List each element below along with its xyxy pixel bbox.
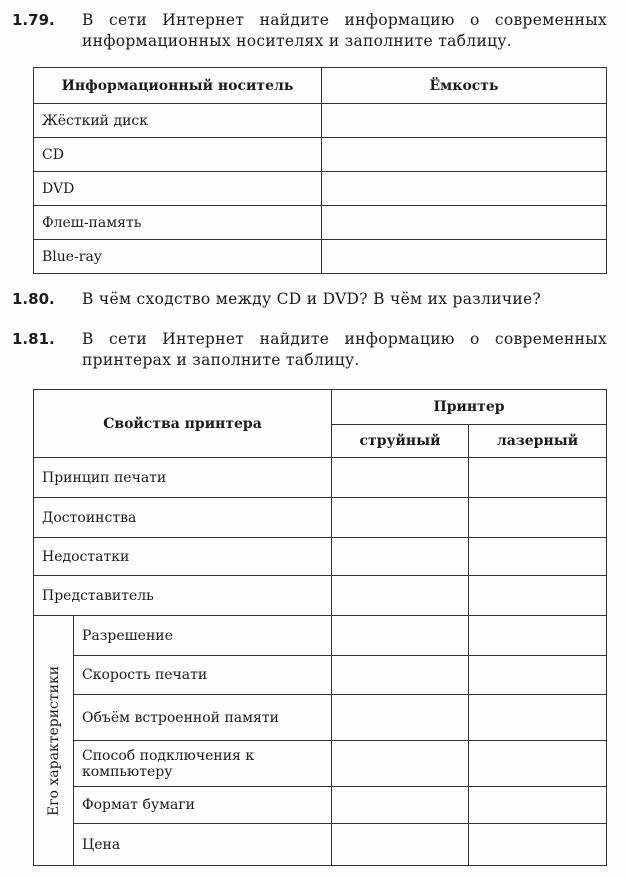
row-label: Способ подключения к компьютеру (74, 741, 332, 787)
answer-cell[interactable] (332, 824, 469, 866)
task-text: В сети Интернет найдите информацию о современных принтерах и заполните таблицу. (82, 330, 607, 369)
answer-cell[interactable] (469, 538, 607, 576)
answer-cell[interactable] (322, 104, 607, 138)
answer-cell[interactable] (332, 576, 469, 616)
task-text: В чём сходство между CD и DVD? В чём их различие? (82, 290, 542, 308)
answer-cell[interactable] (332, 741, 469, 787)
group-label-cell (34, 616, 74, 866)
header-printer: Принтер (332, 390, 607, 425)
answer-cell[interactable] (332, 616, 469, 656)
answer-cell[interactable] (469, 741, 607, 787)
row-label: Разрешение (74, 616, 332, 656)
table-row (34, 616, 607, 656)
row-label: Blue-ray (34, 240, 322, 274)
answer-cell[interactable] (322, 138, 607, 172)
row-label: Принцип печати (34, 458, 332, 498)
row-label: Цена (74, 824, 332, 866)
task-1-79 (12, 10, 607, 52)
table-row (34, 206, 607, 240)
table-row (34, 172, 607, 206)
answer-cell[interactable] (469, 787, 607, 824)
table-row (34, 104, 607, 138)
table-row (34, 458, 607, 498)
row-label: Формат бумаги (74, 787, 332, 824)
table-row (34, 240, 607, 274)
header-laser: лазерный (469, 425, 607, 458)
header-inkjet: струйный (332, 425, 469, 458)
answer-cell[interactable] (332, 695, 469, 741)
answer-cell[interactable] (332, 656, 469, 695)
row-label: Достоинства (34, 498, 332, 538)
row-label: Флеш-память (34, 206, 322, 240)
task-text: В сети Интернет найдите информацию о современных информационных носителях и заполните таблицу. (82, 11, 607, 50)
row-label: CD (34, 138, 322, 172)
header-media: Информационный носитель (34, 68, 322, 104)
table-row (34, 576, 607, 616)
answer-cell[interactable] (332, 787, 469, 824)
row-label: DVD (34, 172, 322, 206)
task-number: 1.79. (12, 11, 55, 29)
task-1-81 (12, 329, 607, 371)
task-number: 1.80. (12, 290, 55, 308)
table-row (34, 824, 607, 866)
answer-cell[interactable] (469, 824, 607, 866)
header-capacity: Ёмкость (322, 68, 607, 104)
row-label: Объём встроенной памяти (74, 695, 332, 741)
row-label: Жёсткий диск (34, 104, 322, 138)
answer-cell[interactable] (469, 576, 607, 616)
answer-cell[interactable] (332, 538, 469, 576)
answer-cell[interactable] (469, 458, 607, 498)
answer-cell[interactable] (469, 695, 607, 741)
table-row (34, 787, 607, 824)
table-row (34, 498, 607, 538)
media-table (33, 67, 607, 274)
row-label: Недостатки (34, 538, 332, 576)
table-row (34, 656, 607, 695)
row-label: Скорость печати (74, 656, 332, 695)
task-1-80 (12, 289, 607, 310)
printer-table (33, 389, 607, 866)
header-properties: Свойства принтера (34, 390, 332, 458)
task-number: 1.81. (12, 330, 55, 348)
answer-cell[interactable] (469, 498, 607, 538)
answer-cell[interactable] (322, 206, 607, 240)
row-label: Представитель (34, 576, 332, 616)
answer-cell[interactable] (332, 458, 469, 498)
table-row (34, 538, 607, 576)
answer-cell[interactable] (322, 240, 607, 274)
answer-cell[interactable] (332, 498, 469, 538)
table-row (34, 695, 607, 741)
table-row (34, 138, 607, 172)
answer-cell[interactable] (469, 616, 607, 656)
group-label: Его характеристики (45, 665, 62, 816)
answer-cell[interactable] (322, 172, 607, 206)
table-row (34, 741, 607, 787)
answer-cell[interactable] (469, 656, 607, 695)
